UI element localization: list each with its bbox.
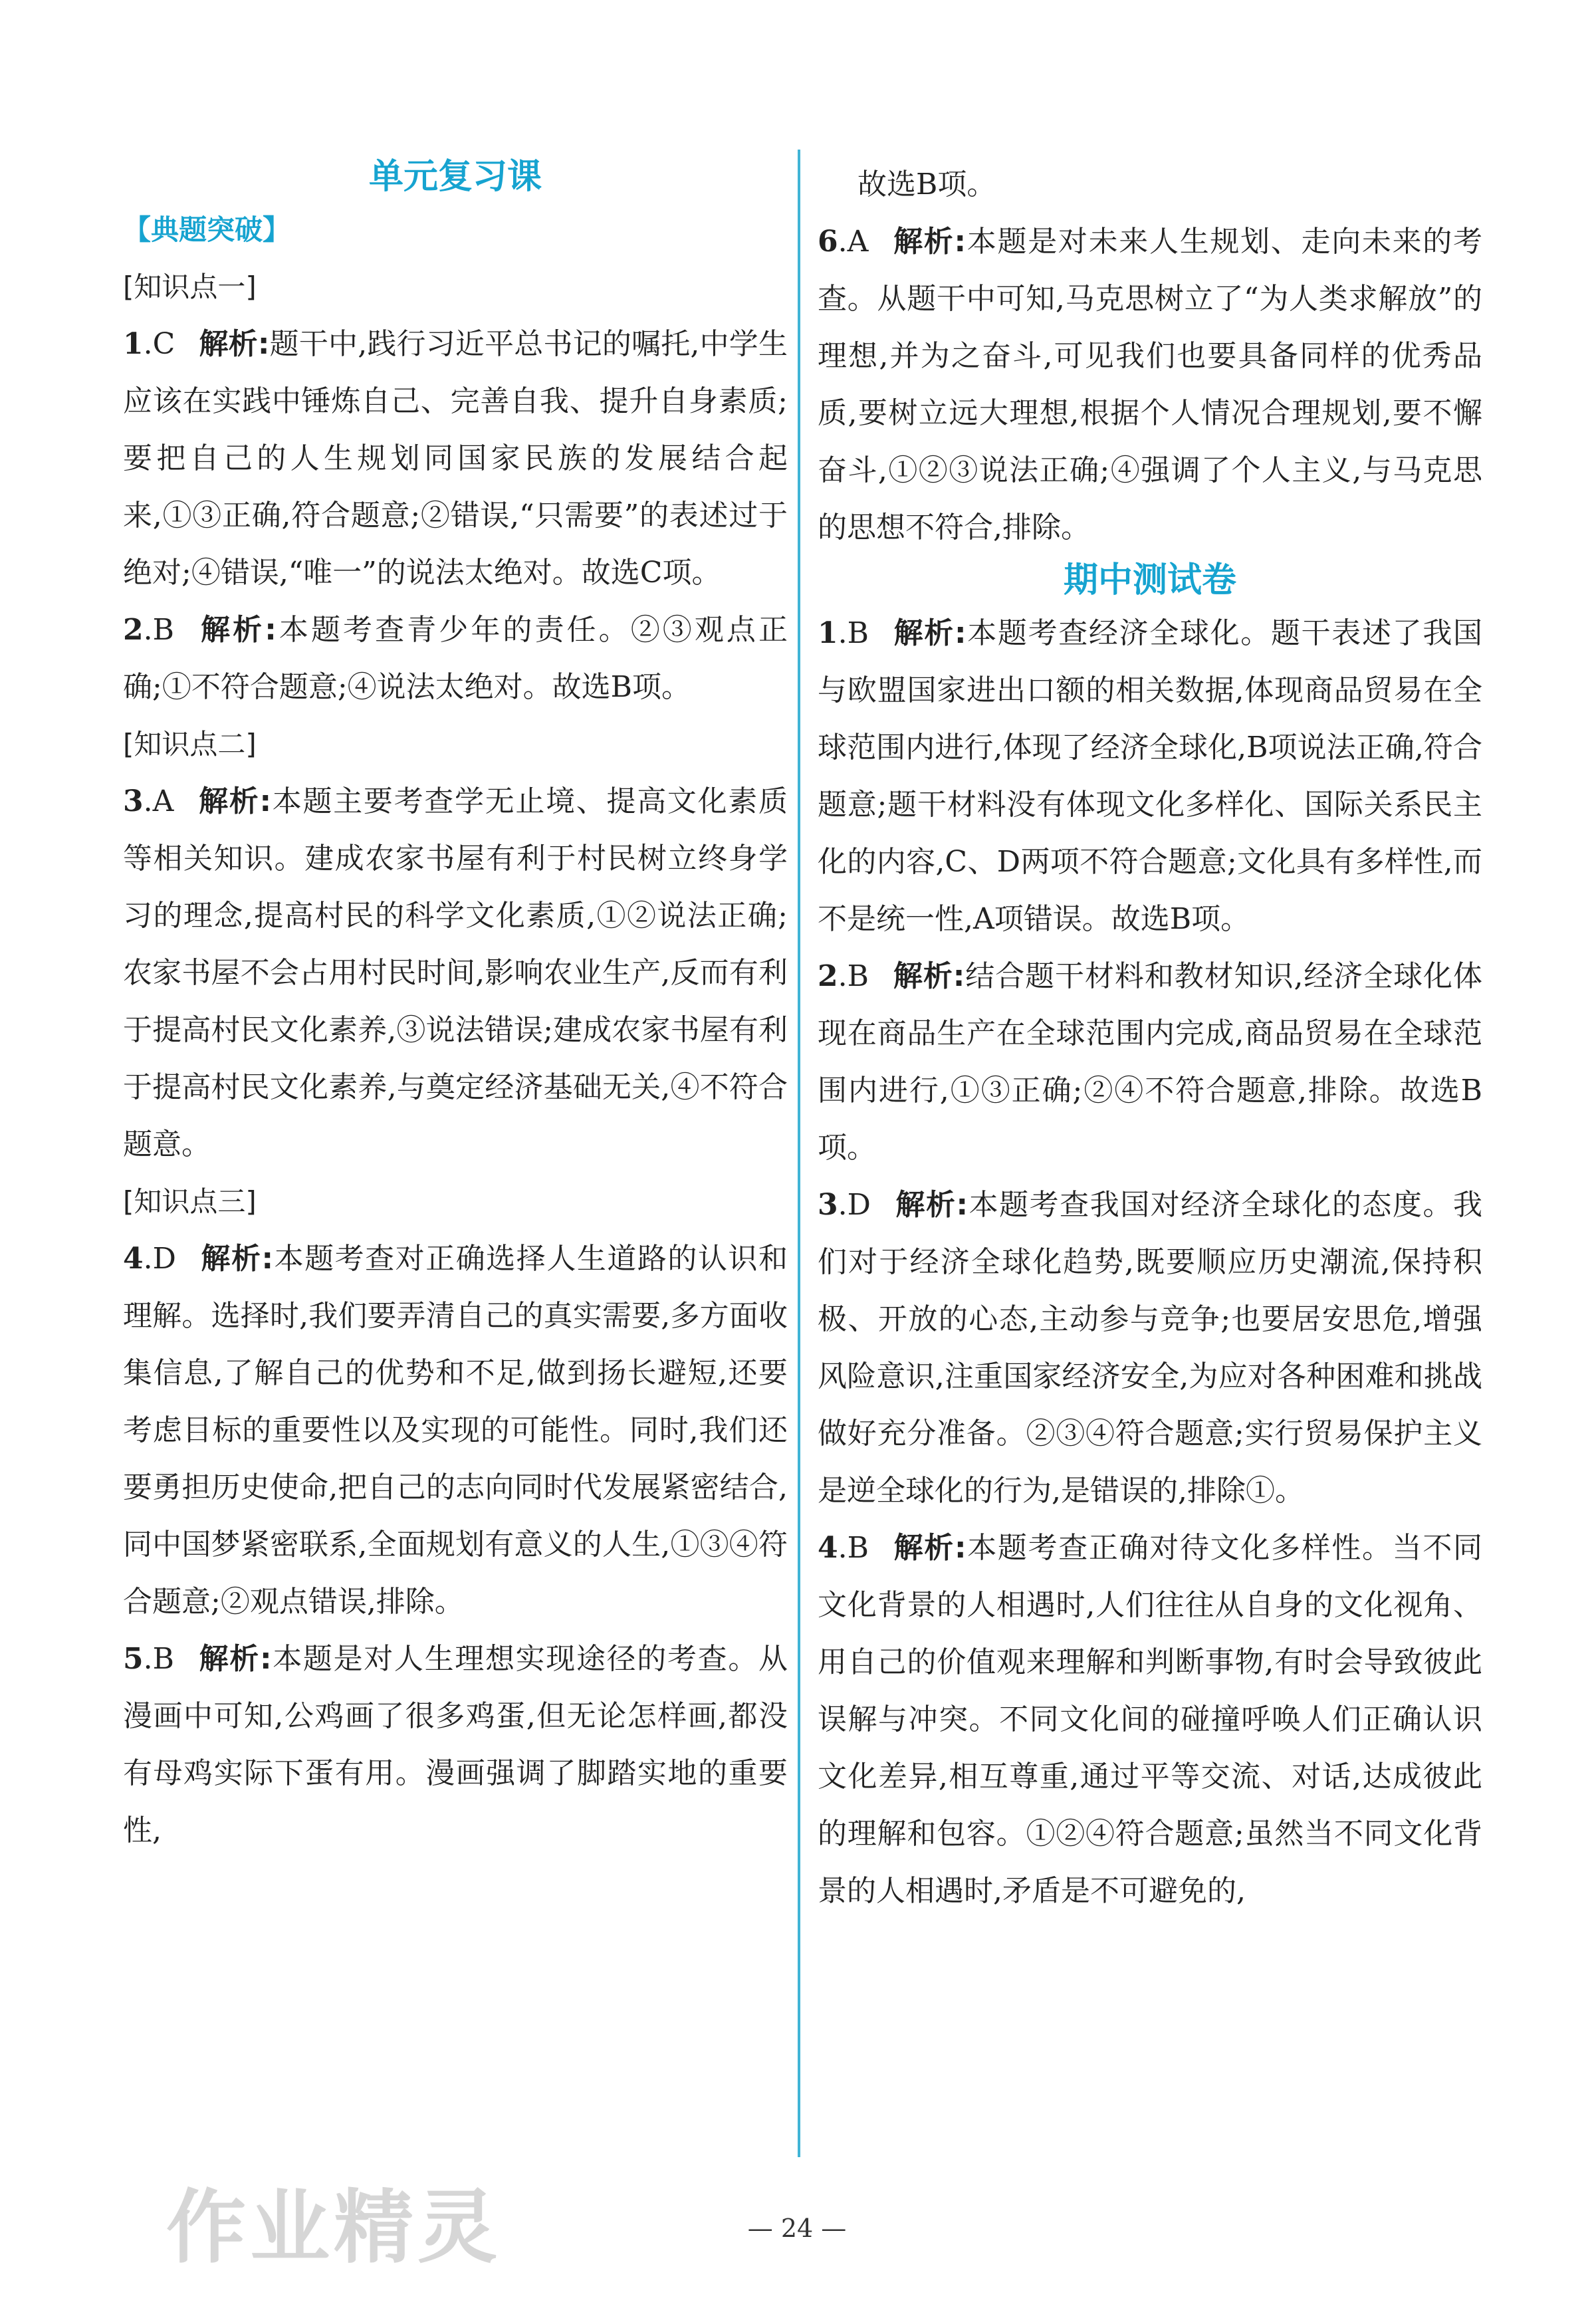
watermark-logo: 作业精灵 [166, 2182, 501, 2274]
right-column [818, 156, 1482, 1920]
answer-item: 3.D 解析:本题考查我国对经济全球化的态度。我们对于经济全球化趋势,既要顺应历史潮流,保持积极、开放的心态,主动参与竞争;也要居安思危,增强风险意识,注重国家经济安全,为应对各种困难和挑战做好充分准备。②③④符合题意;实行贸易保护主义是逆全球化的行为,是错误的,排除①。 [818, 1187, 1482, 1508]
answer-item: 3.A 解析:本题主要考查学无止境、提高文化素质等相关知识。建成农家书屋有利于村民树立终身学习的理念,提高村民的科学文化素质,①②说法正确;农家书屋不会占用村民时间,影响农业生产,反而有利于提高村民文化素养,③说法错误;建成农家书屋有利于提高村民文化素养,与奠定经济基础无关,④不符合题意。 [123, 784, 788, 1161]
answer-item: 2.B 解析:结合题干材料和教材知识,经济全球化体现在商品生产在全球范围内完成,商品贸易在全球范围内进行,①③正确;②④不符合题意,排除。故选B项。 [818, 959, 1482, 1165]
answer-item: 6.A 解析:本题是对未来人生规划、走向未来的考查。从题干中可知,马克思树立了“为人类求解放”的理想,并为之奋斗,可见我们也要具备同样的优秀品质,要树立远大理想,根据个人情况合理规划,要不懈奋斗,①②③说法正确;④强调了个人主义,与马克思的思想不符合,排除。 [818, 225, 1482, 544]
answer-item: 4.B 解析:本题考查正确对待文化多样性。当不同文化背景的人相遇时,人们往往从自身的文化视角、用自己的价值观来理解和判断事物,有时会导致彼此误解与冲突。不同文化间的碰撞呼唤人们正确认识文化差异,相互尊重,通过平等交流、对话,达成彼此的理解和包容。①②④符合题意;虽然当不同文化背景的人相遇时,矛盾是不可避免的, [818, 1530, 1482, 1908]
left-column [123, 153, 788, 1859]
answer-item: 5.B 解析:本题是对人生理想实现途径的考查。从漫画中可知,公鸡画了很多鸡蛋,但无论怎样画,都没有母鸡实际下蛋有用。漫画强调了脚踏实地的重要性, [123, 1641, 788, 1847]
answer-item: 1.C 解析:题干中,践行习近平总书记的嘱托,中学生应该在实践中锤炼自己、完善自我、提升自身素质;要把自己的人生规划同国家民族的发展结合起来,①③正确,符合题意;②错误,“只需要”的表述过于绝对;④错误,“唯一”的说法太绝对。故选C项。 [123, 326, 788, 590]
knowledge-point-2: [知识点二] [123, 727, 257, 760]
knowledge-point-3: [知识点三] [123, 1185, 257, 1218]
answer-item: 2.B 解析:本题考查青少年的责任。②③观点正确;①不符合题意;④说法太绝对。故选B项。 [123, 612, 788, 704]
answer-item: 4.D 解析:本题考查对正确选择人生道路的认识和理解。选择时,我们要弄清自己的真实需要,多方面收集信息,了解自己的优势和不足,做到扬长避短,还要考虑目标的重要性以及实现的可能性。同时,我们还要勇担历史使命,把自己的志向同时代发展紧密结合,同中国梦紧密联系,全面规划有意义的人生,①③④符合题意;②观点错误,排除。 [123, 1241, 788, 1619]
answer-item: 1.B 解析:本题考查经济全球化。题干表述了我国与欧盟国家进出口额的相关数据,体现商品贸易在全球范围内进行,体现了经济全球化,B项说法正确,符合题意;题干材料没有体现文化多样化、国际关系民主化的内容,C、D两项不符合题意;文化具有多样性,而不是统一性,A项错误。故选B项。 [818, 616, 1482, 936]
section-title-unit-review: 单元复习课 [368, 157, 542, 197]
typical-questions-tag: 【典题突破】 [123, 213, 291, 246]
section-title-midterm: 期中测试卷 [1063, 560, 1236, 600]
page-number: — 24 — [747, 2214, 847, 2243]
knowledge-point-1: [知识点一] [123, 270, 257, 303]
continued-text: 故选B项。 [857, 168, 996, 201]
column-divider [798, 150, 800, 2157]
